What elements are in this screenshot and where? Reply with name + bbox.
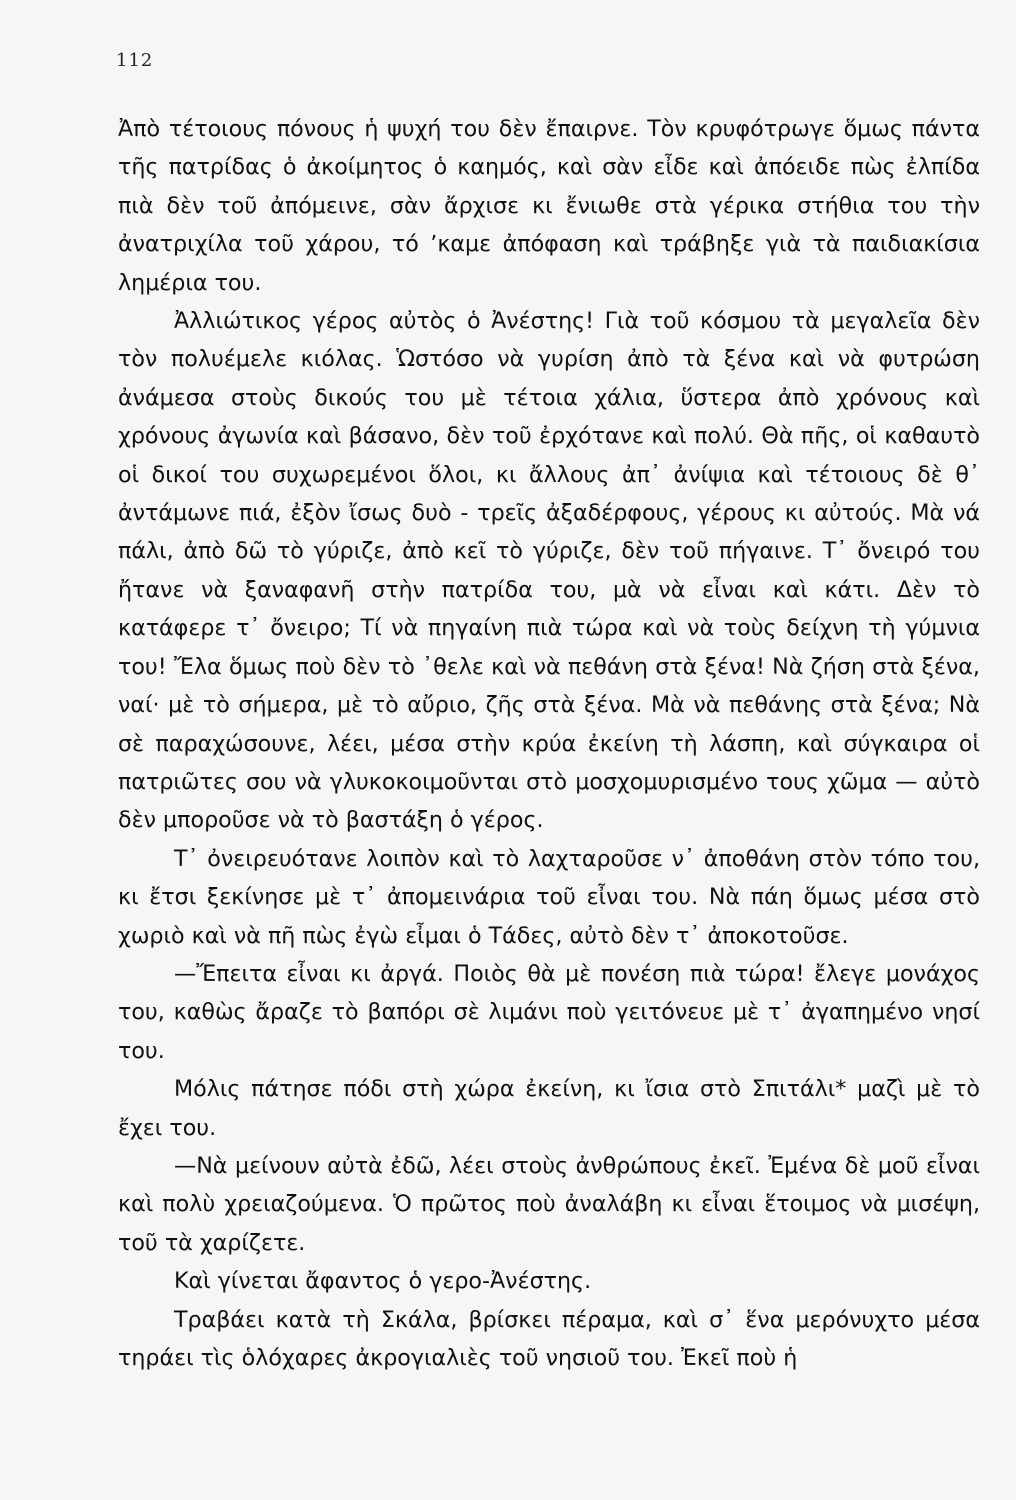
paragraph: Τραβάει κατὰ τὴ Σκάλα, βρίσκει πέραμα, καὶ σ᾽ ἕνα μερόνυχτο μέσα τηράει τὶς ὁλόχαρες ἀκρογιαλιὲς τοῦ νησιοῦ του. Ἐκεῖ ποὺ ἡ bbox=[118, 1306, 980, 1371]
paragraph: —Νὰ μείνουν αὐτὰ ἐδῶ, λέει στοὺς ἀνθρώπους ἐκεῖ. Ἐμένα δὲ μοῦ εἶναι καὶ πολὺ χρειαζούμενα. Ὁ πρῶτος ποὺ ἀναλάβη κι εἶναι ἕτοιμος νὰ μισέψη, τοῦ τὰ χαρίζετε. bbox=[118, 1152, 980, 1256]
paragraph: —Ἔπειτα εἶναι κι ἀργά. Ποιὸς θὰ μὲ πονέση πιὰ τώρα! ἔλεγε μονάχος του, καθὼς ἄραζε τὸ βαπόρι σὲ λιμάνι ποὺ γειτόνευε μὲ τ᾽ ἀγαπημένο νησί του. bbox=[118, 960, 980, 1064]
paragraph: Ἀπὸ τέτοιους πόνους ἡ ψυχή του δὲν ἔπαιρνε. Τὸν κρυφότρωγε ὅμως πάντα τῆς πατρίδας ὁ ἀκοίμητος ὁ καημός, καὶ σὰν εἶδε καὶ ἀπόειδε πὼς ἐλπίδα πιὰ δὲν τοῦ ἀπόμεινε, σὰν ἄρχισε κι ἔνιωθε στὰ γέρικα στήθια του τὴν ἀνατριχίλα τοῦ χάρου, τό ʼκαμε ἀπόφαση καὶ τράβηξε γιὰ τὰ παιδιακίσια λημέρια του. bbox=[118, 116, 980, 296]
paragraph: Ἀλλιώτικος γέρος αὐτὸς ὁ Ἀνέστης! Γιὰ τοῦ κόσμου τὰ μεγαλεῖα δὲν τὸν πολυέμελε κιόλας. Ὡστόσο νὰ γυρίση ἀπὸ τὰ ξένα καὶ νὰ φυτρώση ἀνάμεσα στοὺς δικούς του μὲ τέτοια χάλια, ὕστερα ἀπὸ χρόνους καὶ χρόνους ἀγωνία καὶ βάσανο, δὲν τοῦ ἐρχότανε καὶ πολύ. Θὰ πῆς, οἱ καθαυτὸ οἱ δικοί του συχωρεμένοι ὅλοι, κι ἄλλους ἀπ᾽ ἀνίψια καὶ τέτοιους δὲ θ᾽ ἀντάμωνε πιά, ἐξὸν ἴσως δυὸ - τρεῖς ἀξαδέρφους, γέρους κι αὐτούς. Μὰ νά πάλι, ἀπὸ δῶ τὸ γύριζε, ἀπὸ κεῖ τὸ γύριζε, δὲν τοῦ πήγαινε. Τ᾽ ὄνειρό του ἤτανε νὰ ξαναφανῆ στὴν πατρίδα του, μὰ νὰ εἶναι καὶ κάτι. Δὲν τὸ κατάφερε τ᾽ ὄνειρο; Τί νὰ πηγαίνη πιὰ τώρα καὶ νὰ τοὺς δείχνη τὴ γύμνια του! Ἔλα ὅμως ποὺ δὲν τὸ ᾽θελε καὶ νὰ πεθάνη στὰ ξένα! Νὰ ζήση στὰ ξένα, ναί· μὲ τὸ σήμερα, μὲ τὸ αὔριο, ζῆς στὰ ξένα. Μὰ νὰ πεθάνης στὰ ξένα; Νὰ σὲ παραχώσουνε, λέει, μέσα στὴν κρύα ἐκείνη τὴ λάσπη, καὶ σύγκαιρα οἱ πατριῶτες σου νὰ γλυκοκοιμοῦνται στὸ μοσχομυρισμένο τους χῶμα — αὐτὸ δὲν μποροῦσε νὰ τὸ βαστάξη ὁ γέρος. bbox=[118, 308, 980, 834]
paragraph: Τ᾽ ὀνειρευότανε λοιπὸν καὶ τὸ λαχταροῦσε ν᾽ ἀποθάνη στὸν τόπο του, κι ἔτσι ξεκίνησε μὲ τ᾽ ἀπομεινάρια τοῦ εἶναι του. Νὰ πάη ὅμως μέσα στὸ χωριὸ καὶ νὰ πῆ πὼς ἐγὼ εἶμαι ὁ Τάδες, αὐτὸ δὲν τ᾽ ἀποκοτοῦσε. bbox=[118, 845, 980, 949]
body-text bbox=[118, 110, 980, 1377]
paragraph: Καὶ γίνεται ἄφαντος ὁ γερο-Ἀνέστης. bbox=[174, 1268, 592, 1295]
page-number: 112 bbox=[116, 50, 154, 71]
paragraph: Μόλις πάτησε πόδι στὴ χώρα ἐκείνη, κι ἴσια στὸ Σπιτάλι* μαζὶ μὲ τὸ ἔχει του. bbox=[118, 1076, 980, 1141]
